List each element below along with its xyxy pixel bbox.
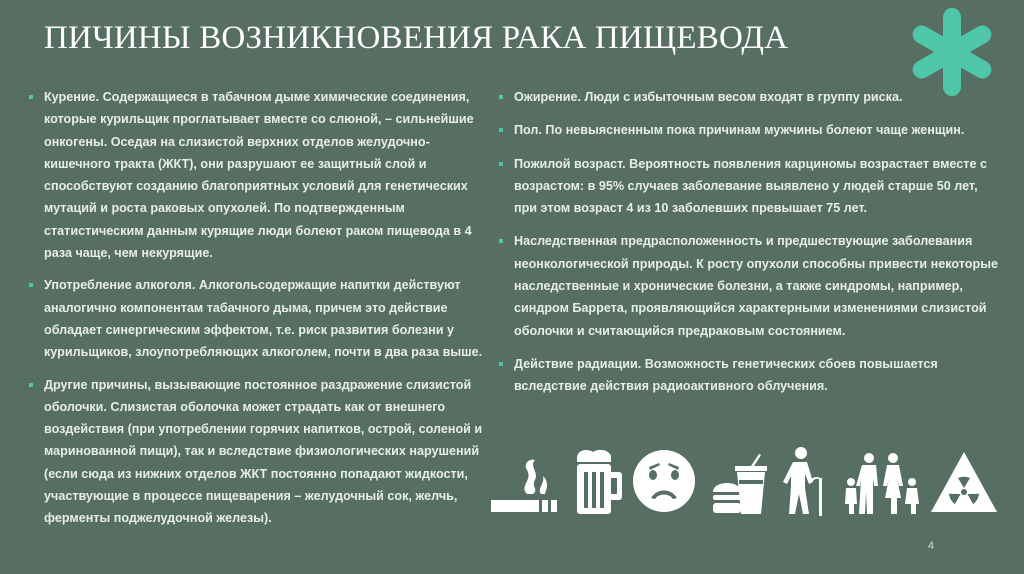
radiation-warning-icon [929,450,999,514]
slide-title: ПИЧИНЫ ВОЗНИКНОВЕНИЯ РАКА ПИЩЕВОДА [44,20,789,56]
bullet-smoking: Курение. Содержащиеся в табачном дыме химические соединения, которые курильщик проглатывает вместе со слюной, – сильнейшие онкогены. Оседая на слизистой верхних отделов желудочно-кишечного тракта (ЖКТ), они разрушают ее защитный слой и способствуют созданию благоприятных условий для генетических мутаций и роста раковых опухолей. По подтвержденным статистическим данным курящие люди болеют раком пищевода в 4 раза чаще, чем некурящие. [26,86,488,264]
fast-food-icon [711,454,769,516]
left-column [26,86,488,540]
bullet-sex: Пол. По невыясненным пока причинам мужчины болеют чаще женщин. [496,119,1001,141]
sad-face-icon [631,448,697,514]
beer-mug-icon [573,448,623,516]
bullet-alcohol: Употребление алкоголя. Алкогольсодержащие напитки действуют аналогично компонентам табачного дыма, причем это действие обладает синергическим эффектом, т.е. риск развития болезни у курильщиков, злоупотребляющих алкоголем, почти в два раза выше. [26,274,488,363]
asterisk-decoration-icon [906,6,998,98]
page-number: 4 [927,540,934,552]
bullet-obesity: Ожирение. Люди с избыточным весом входят в группу риска. [496,86,1001,108]
risk-icons-row [489,446,1001,518]
bullet-irritation: Другие причины, вызывающие постоянное раздражение слизистой оболочки. Слизистая оболочка может страдать как от внешнего воздействия (при употреблении горячих напитков, острой, соленой и маринованной пищи), так и вследствие физиологических нарушений (если сюда из нижних отделов ЖКТ постоянно попадают жидкости, участвующие в процессе пищеварения – желудочный сок, желчь, ферменты поджелудочной железы). [26,374,488,530]
cigarette-icon [489,456,563,516]
right-column [496,86,1001,409]
bullet-age: Пожилой возраст. Вероятность появления карциномы возрастает вместе с возрастом: в 95% случаев заболевание выявлено у людей старше 50 лет, при этом возраст 4 из 10 заболевших превышает 75 лет. [496,153,1001,220]
elderly-person-icon [781,446,831,516]
bullet-radiation: Действие радиации. Возможность генетических сбоев повышается вследствие действия радиоактивного облучения. [496,353,1001,398]
bullet-heredity: Наследственная предрасположенность и предшествующие заболевания неонкологической природы. К росту опухоли способны привести некоторые наследственные и хронические болезни, а также синдромы, например, синдром Баррета, проявляющийся характерными изменениями слизистой оболочки и считающийся предраковым состоянием. [496,230,1001,341]
family-icon [845,452,919,516]
